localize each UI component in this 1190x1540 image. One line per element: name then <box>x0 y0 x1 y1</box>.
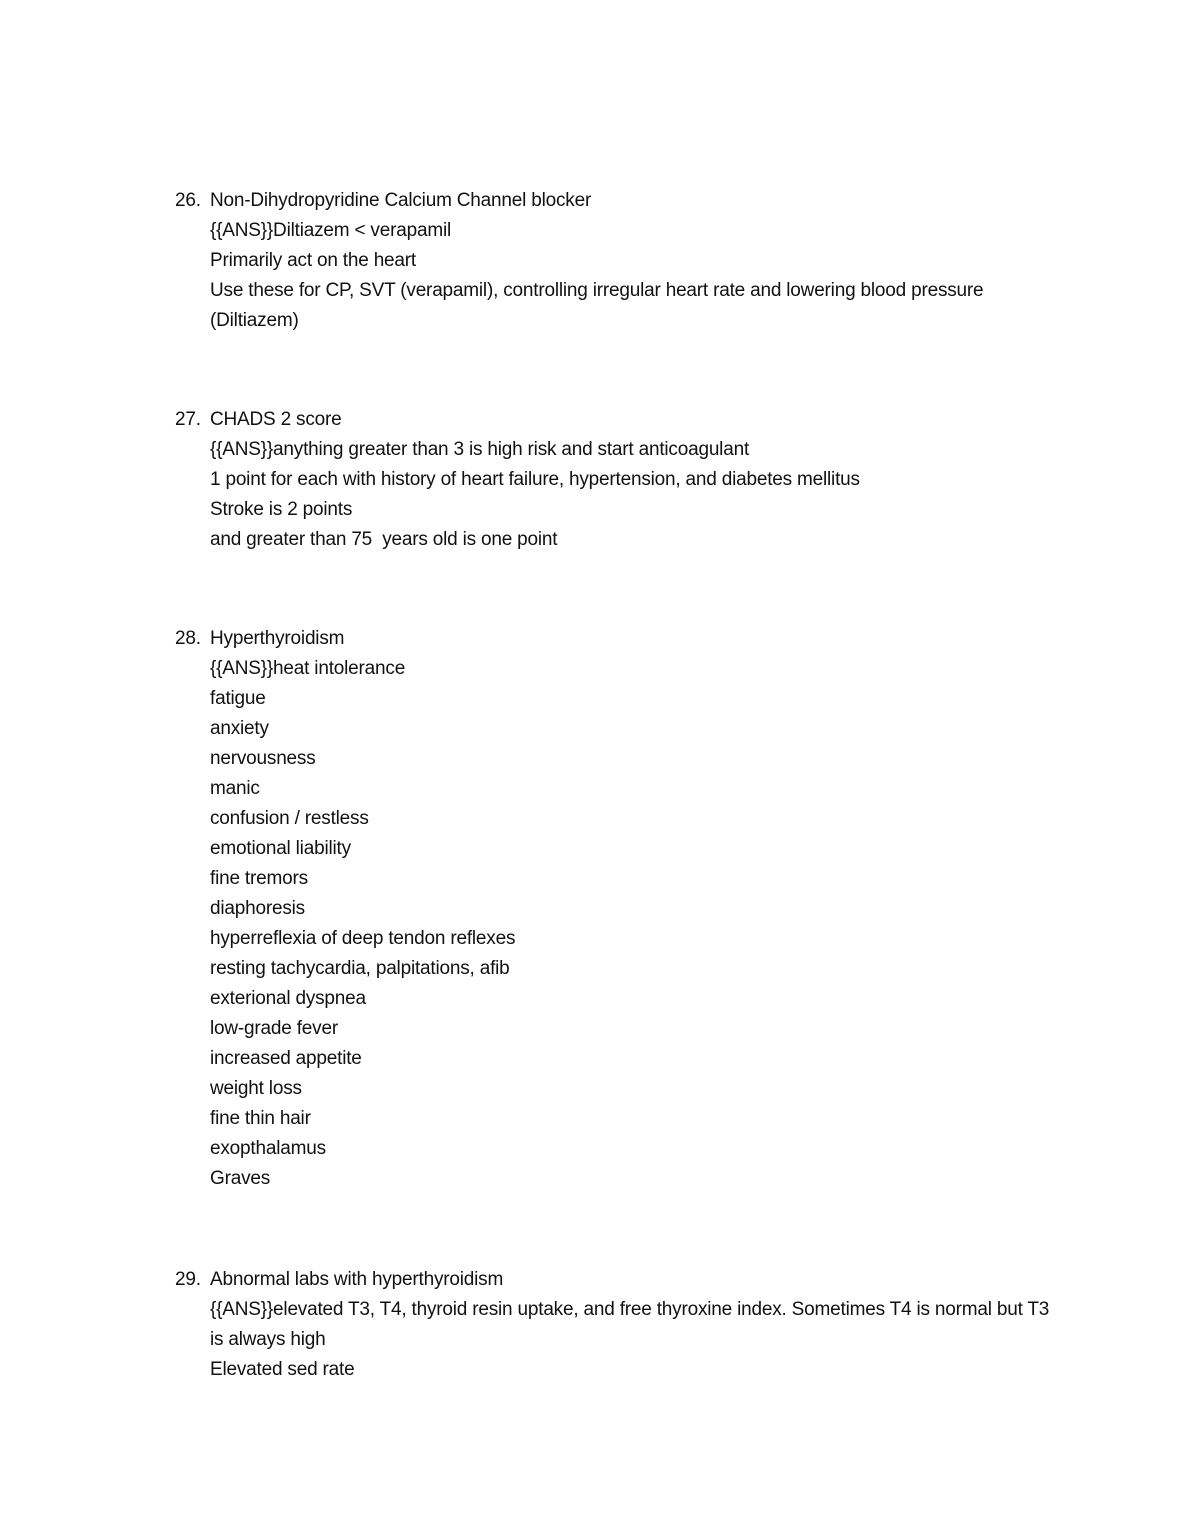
answer-line: {{ANS}}anything greater than 3 is high risk and start anticoagulant <box>210 439 750 460</box>
answer-line: confusion / restless <box>210 808 369 829</box>
question-title: CHADS 2 score <box>210 409 342 430</box>
answer-line: exopthalamus <box>210 1138 326 1159</box>
question-title: Hyperthyroidism <box>210 628 345 649</box>
answer-line: {{ANS}}elevated T3, T4, thyroid resin uptake, and free thyroxine index. Sometimes T4 is normal but T3 is always high <box>210 1299 1050 1350</box>
answer-line: {{ANS}}Diltiazem < verapamil <box>210 220 451 241</box>
question-27 <box>175 405 1055 555</box>
question-29 <box>175 1265 1055 1385</box>
answer-line: hyperreflexia of deep tendon reflexes <box>210 928 516 949</box>
answer-line: Stroke is 2 points <box>210 499 353 520</box>
answer-line: 1 point for each with history of heart failure, hypertension, and diabetes mellitus <box>210 469 860 490</box>
question-body <box>210 624 1055 1194</box>
question-number: 26. <box>175 190 201 211</box>
answer-line: fine tremors <box>210 868 308 889</box>
answer-line: low-grade fever <box>210 1018 338 1039</box>
answer-line: exterional dyspnea <box>210 988 366 1009</box>
question-number: 28. <box>175 628 201 649</box>
answer-line: Use these for CP, SVT (verapamil), controlling irregular heart rate and lowering blood pressure (Diltiazem) <box>210 280 984 331</box>
question-body <box>210 186 1055 336</box>
answer-line: anxiety <box>210 718 269 739</box>
answer-line: Primarily act on the heart <box>210 250 416 271</box>
question-title: Non-Dihydropyridine Calcium Channel blocker <box>210 190 592 211</box>
answer-line: increased appetite <box>210 1048 362 1069</box>
answer-line: fine thin hair <box>210 1108 311 1129</box>
answer-line: nervousness <box>210 748 316 769</box>
question-26 <box>175 186 1055 336</box>
answer-line: weight loss <box>210 1078 302 1099</box>
answer-line: {{ANS}}heat intolerance <box>210 658 406 679</box>
question-number: 27. <box>175 409 201 430</box>
question-number: 29. <box>175 1269 201 1290</box>
answer-line: diaphoresis <box>210 898 305 919</box>
question-body <box>210 1265 1055 1385</box>
answer-line: fatigue <box>210 688 266 709</box>
answer-line: emotional liability <box>210 838 351 859</box>
answer-line: Elevated sed rate <box>210 1359 355 1380</box>
answer-line: resting tachycardia, palpitations, afib <box>210 958 510 979</box>
question-28 <box>175 624 1055 1194</box>
answer-line: and greater than 75 years old is one point <box>210 529 558 550</box>
question-body <box>210 405 1055 555</box>
answer-line: manic <box>210 778 260 799</box>
answer-line: Graves <box>210 1168 271 1189</box>
question-title: Abnormal labs with hyperthyroidism <box>210 1269 504 1290</box>
